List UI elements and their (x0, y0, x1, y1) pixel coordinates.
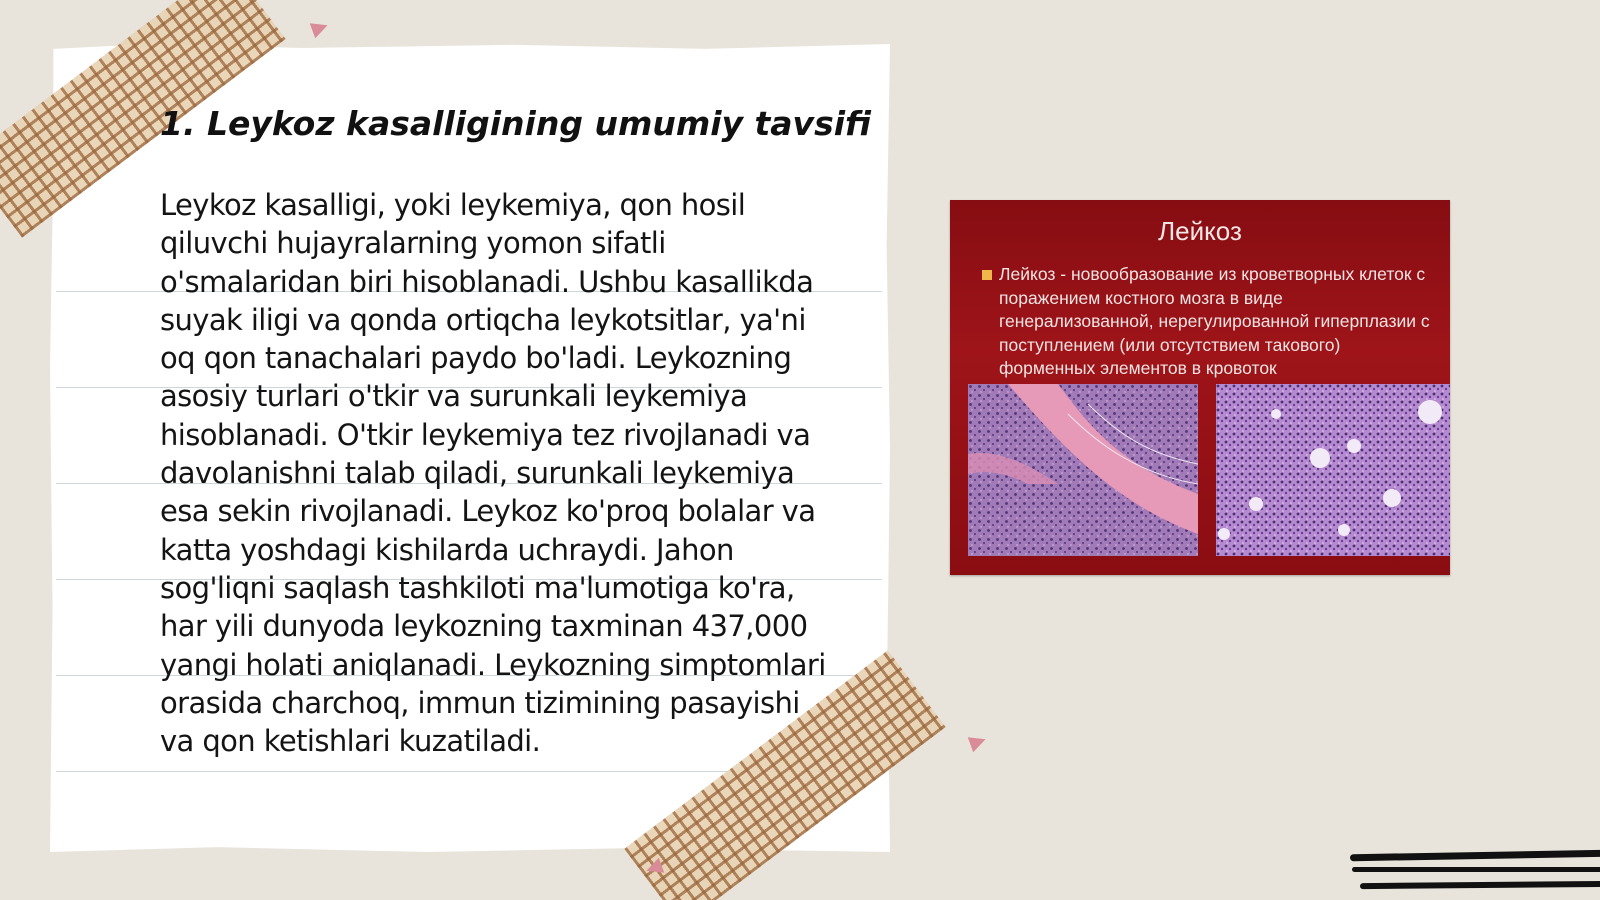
brush-stroke-decoration (1352, 867, 1600, 872)
body-paragraph: Leykoz kasalligi, yoki leykemiya, qon hosil qiluvchi hujayralarning yomon sifatli o'smalaridan biri hisoblanadi. Ushbu kasallikda suyak iligi va qonda ortiqcha leykotsitlar, ya'ni oq qon tanachalari paydo bo'ladi. Leykozning asosiy turlari o'tkir va surunkali leykemiya hisoblanadi. O'tkir leykemiya tez rivojlanadi va davolanishni talab qiladi, surunkali leykemiya esa sekin rivojlanadi. Leykoz ko'proq bolalar va katta yoshdagi kishilarda uchraydi. Jahon sog'liqni saqlash tashkiloti ma'lumotiga ko'ra, har yili dunyoda leykozning taxminan 437,000 yangi holati aniqlanadi. Leykozning simptomlari orasida charchoq, immun tizimining pasayishi va qon ketishlari kuzatiladi. (160, 188, 826, 759)
image-bullet-text: Лейкоз - новообразование из кроветворных клеток с поражением костного мозга в виде генерализованной, нерегулированной гиперплазии с поступлением (или отсутствием такового) форменных элементов в кровоток (999, 264, 1430, 378)
micrograph-left (968, 384, 1198, 556)
micrograph-right (1216, 384, 1450, 556)
image-title: Лейкоз (1158, 216, 1242, 246)
brush-stroke-decoration (1350, 850, 1600, 862)
tape-tab-decoration (310, 18, 331, 39)
brush-stroke-decoration (1360, 881, 1600, 889)
leukemia-info-image (950, 200, 1450, 575)
slide-heading: 1. Leykoz kasalligining umumiy tavsifi (160, 104, 871, 143)
micrograph-right-graphic (1216, 384, 1450, 556)
micrograph-left-graphic (968, 384, 1198, 556)
bullet-square-icon (982, 270, 992, 280)
tape-tab-decoration (968, 732, 989, 753)
